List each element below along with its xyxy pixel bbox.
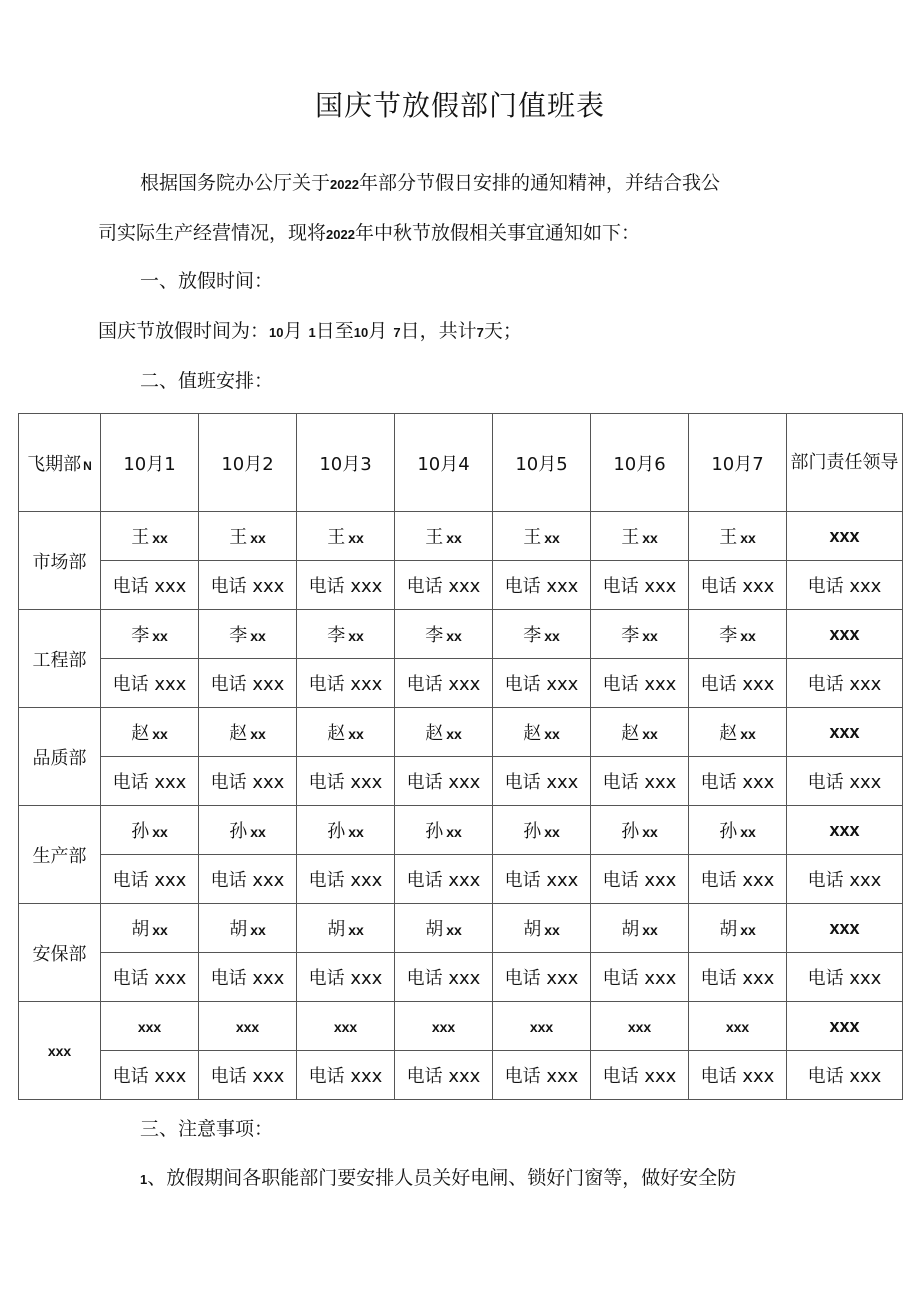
department-name-cell: xxx xyxy=(19,1002,101,1100)
phone-cell: 电话 xxx xyxy=(591,561,689,610)
date-header-cell: 10月1 xyxy=(101,414,199,512)
duty-name-row xyxy=(19,512,903,561)
phone-cell: 电话 xxx xyxy=(689,953,787,1002)
department-name-cell: 安保部 xyxy=(19,904,101,1002)
duty-person-cell: 胡 xx xyxy=(689,904,787,953)
duty-person-cell: 胡 xx xyxy=(199,904,297,953)
phone-cell: 电话 xxx xyxy=(591,855,689,904)
phone-cell: 电话 xxx xyxy=(199,855,297,904)
phone-cell: 电话 xxx xyxy=(395,855,493,904)
phone-cell: 电话 xxx xyxy=(787,953,903,1002)
phone-cell: 电话 xxx xyxy=(101,757,199,806)
duty-person-cell: 李 xx xyxy=(689,610,787,659)
duty-person-cell: 赵 xx xyxy=(689,708,787,757)
phone-cell: 电话 xxx xyxy=(689,561,787,610)
phone-cell: 电话 xxx xyxy=(199,561,297,610)
corner-header-cell: 飞期部 N xyxy=(19,414,101,512)
phone-cell: 电话 xxx xyxy=(787,1051,903,1100)
duty-person-cell: 胡 xx xyxy=(297,904,395,953)
phone-cell: 电话 xxx xyxy=(297,561,395,610)
phone-cell: 电话 xxx xyxy=(395,1051,493,1100)
department-name-cell: 市场部 xyxy=(19,512,101,610)
department-name-cell: 品质部 xyxy=(19,708,101,806)
duty-person-cell: 胡 xx xyxy=(591,904,689,953)
phone-cell: 电话 xxx xyxy=(101,659,199,708)
phone-cell: 电话 xxx xyxy=(297,1051,395,1100)
duty-name-row xyxy=(19,806,903,855)
duty-person-cell: 胡 xx xyxy=(101,904,199,953)
leader-name-cell: xxx xyxy=(787,512,903,561)
phone-cell: 电话 xxx xyxy=(101,1051,199,1100)
phone-cell: 电话 xxx xyxy=(101,561,199,610)
phone-cell: 电话 xxx xyxy=(297,659,395,708)
table-header-row xyxy=(19,414,903,512)
date-header-cell: 10月6 xyxy=(591,414,689,512)
duty-person-cell: 王 xx xyxy=(395,512,493,561)
phone-cell: 电话 xxx xyxy=(101,953,199,1002)
phone-cell: 电话 xxx xyxy=(199,1051,297,1100)
duty-person-cell: 赵 xx xyxy=(101,708,199,757)
duty-person-cell: 赵 xx xyxy=(297,708,395,757)
phone-cell: 电话 xxx xyxy=(297,855,395,904)
page-title: 国庆节放假部门值班表 xyxy=(314,89,605,122)
phone-cell: 电话 xxx xyxy=(787,659,903,708)
phone-cell: 电话 xxx xyxy=(689,1051,787,1100)
phone-cell: 电话 xxx xyxy=(493,1051,591,1100)
department-name-cell: 工程部 xyxy=(19,610,101,708)
duty-person-cell: 胡 xx xyxy=(395,904,493,953)
leader-name-cell: xxx xyxy=(787,610,903,659)
duty-person-cell: 孙 xx xyxy=(199,806,297,855)
department-name-cell: 生产部 xyxy=(19,806,101,904)
duty-phone-row xyxy=(19,659,903,708)
phone-cell: 电话 xxx xyxy=(493,855,591,904)
duty-person-cell: 李 xx xyxy=(493,610,591,659)
duty-person-cell: 孙 xx xyxy=(297,806,395,855)
phone-cell: 电话 xxx xyxy=(199,757,297,806)
duty-person-cell: 赵 xx xyxy=(199,708,297,757)
section-heading-duty-arrangement: 二、值班安排： xyxy=(140,370,274,392)
leader-name-cell: xxx xyxy=(787,708,903,757)
duty-person-cell: xxx xyxy=(395,1002,493,1051)
phone-cell: 电话 xxx xyxy=(395,659,493,708)
intro-line-1: 根据国务院办公厅关于2022年部分节假日安排的通知精神，并结合我公 xyxy=(140,172,720,194)
phone-cell: 电话 xxx xyxy=(787,561,903,610)
date-header-cell: 10月4 xyxy=(395,414,493,512)
date-header-cell: 10月3 xyxy=(297,414,395,512)
date-header-cell: 10月2 xyxy=(199,414,297,512)
duty-person-cell: 王 xx xyxy=(689,512,787,561)
leader-name-cell: xxx xyxy=(787,806,903,855)
duty-phone-row xyxy=(19,561,903,610)
phone-cell: 电话 xxx xyxy=(199,953,297,1002)
duty-person-cell: xxx xyxy=(297,1002,395,1051)
duty-person-cell: 李 xx xyxy=(591,610,689,659)
date-header-cell: 10月7 xyxy=(689,414,787,512)
phone-cell: 电话 xxx xyxy=(689,855,787,904)
duty-person-cell: 赵 xx xyxy=(395,708,493,757)
duty-person-cell: xxx xyxy=(101,1002,199,1051)
duty-person-cell: 王 xx xyxy=(297,512,395,561)
note-item-1: 1、放假期间各职能部门要安排人员关好电闸、锁好门窗等，做好安全防 xyxy=(140,1167,737,1189)
duty-person-cell: 王 xx xyxy=(199,512,297,561)
leader-name-cell: xxx xyxy=(787,904,903,953)
phone-cell: 电话 xxx xyxy=(395,953,493,1002)
phone-cell: 电话 xxx xyxy=(591,953,689,1002)
duty-person-cell: xxx xyxy=(689,1002,787,1051)
duty-person-cell: 孙 xx xyxy=(591,806,689,855)
duty-person-cell: 孙 xx xyxy=(101,806,199,855)
duty-person-cell: 孙 xx xyxy=(689,806,787,855)
phone-cell: 电话 xxx xyxy=(395,757,493,806)
phone-cell: 电话 xxx xyxy=(297,757,395,806)
phone-cell: 电话 xxx xyxy=(101,855,199,904)
phone-cell: 电话 xxx xyxy=(493,659,591,708)
date-header-cell: 10月5 xyxy=(493,414,591,512)
duty-person-cell: 孙 xx xyxy=(395,806,493,855)
phone-cell: 电话 xxx xyxy=(591,757,689,806)
phone-cell: 电话 xxx xyxy=(493,953,591,1002)
duty-phone-row xyxy=(19,953,903,1002)
phone-cell: 电话 xxx xyxy=(787,855,903,904)
phone-cell: 电话 xxx xyxy=(689,659,787,708)
duty-person-cell: 王 xx xyxy=(101,512,199,561)
phone-cell: 电话 xxx xyxy=(395,561,493,610)
phone-cell: 电话 xxx xyxy=(689,757,787,806)
phone-cell: 电话 xxx xyxy=(493,561,591,610)
duty-person-cell: 王 xx xyxy=(591,512,689,561)
section-heading-notes: 三、注意事项： xyxy=(140,1118,274,1140)
phone-cell: 电话 xxx xyxy=(787,757,903,806)
duty-phone-row xyxy=(19,1051,903,1100)
duty-person-cell: 李 xx xyxy=(395,610,493,659)
duty-person-cell: xxx xyxy=(199,1002,297,1051)
duty-person-cell: 胡 xx xyxy=(493,904,591,953)
duty-phone-row xyxy=(19,855,903,904)
duty-name-row xyxy=(19,1002,903,1051)
duty-person-cell: 李 xx xyxy=(297,610,395,659)
section-heading-holiday-time: 一、放假时间： xyxy=(140,270,274,292)
duty-name-row xyxy=(19,610,903,659)
duty-person-cell: 赵 xx xyxy=(493,708,591,757)
phone-cell: 电话 xxx xyxy=(297,953,395,1002)
phone-cell: 电话 xxx xyxy=(199,659,297,708)
intro-line-2: 司实际生产经营情况，现将2022年中秋节放假相关事宜通知如下： xyxy=(98,222,640,244)
holiday-period-text: 国庆节放假时间为：10月 1日至10月 7日，共计7天； xyxy=(98,320,522,342)
duty-person-cell: 李 xx xyxy=(199,610,297,659)
phone-cell: 电话 xxx xyxy=(493,757,591,806)
phone-cell: 电话 xxx xyxy=(591,1051,689,1100)
duty-person-cell: xxx xyxy=(493,1002,591,1051)
leader-header-cell: 部门责任领导 xyxy=(787,414,903,512)
duty-name-row xyxy=(19,904,903,953)
duty-name-row xyxy=(19,708,903,757)
phone-cell: 电话 xxx xyxy=(591,659,689,708)
duty-person-cell: 李 xx xyxy=(101,610,199,659)
leader-name-cell: xxx xyxy=(787,1002,903,1051)
duty-person-cell: 赵 xx xyxy=(591,708,689,757)
duty-schedule-table xyxy=(18,413,903,1100)
duty-person-cell: 孙 xx xyxy=(493,806,591,855)
duty-person-cell: 王 xx xyxy=(493,512,591,561)
duty-person-cell: xxx xyxy=(591,1002,689,1051)
duty-phone-row xyxy=(19,757,903,806)
